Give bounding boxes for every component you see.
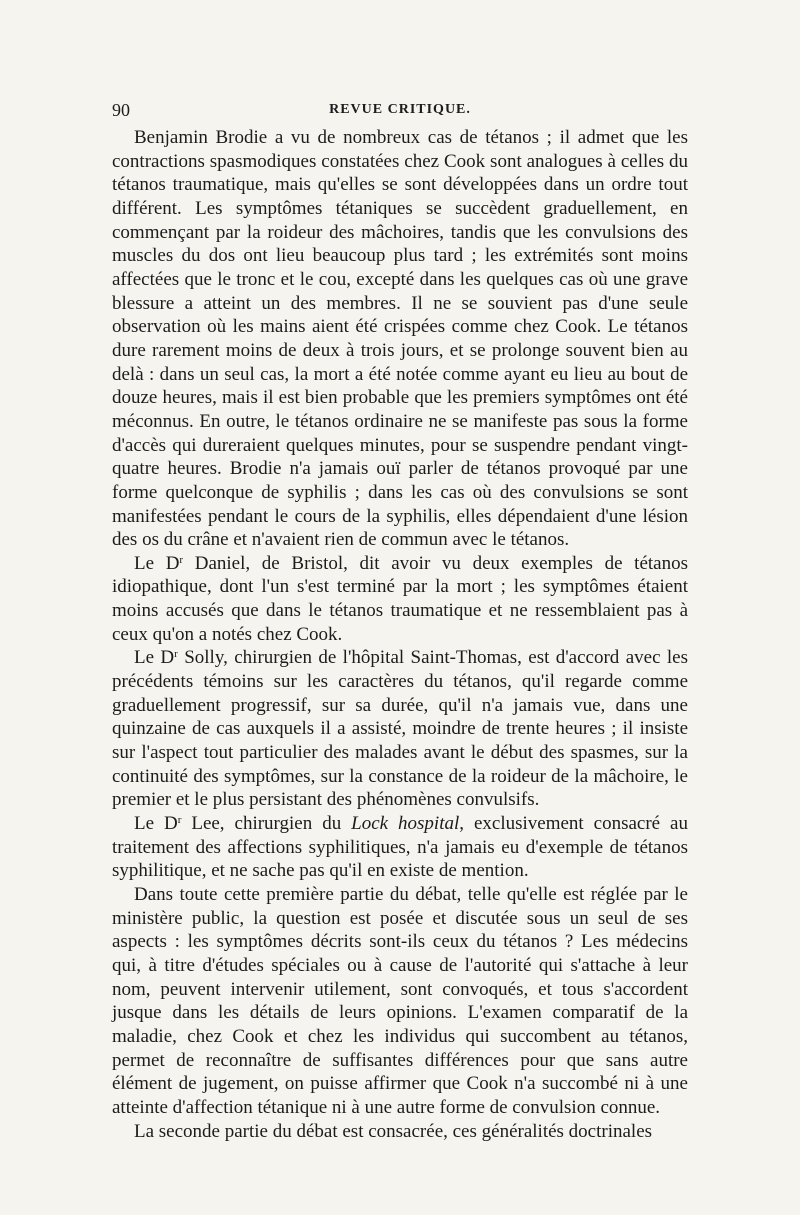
italic-term: Lock hospital bbox=[351, 813, 460, 835]
paragraph bbox=[112, 883, 688, 1120]
book-page bbox=[112, 96, 688, 1143]
paragraph bbox=[112, 552, 688, 647]
running-title: REVUE CRITIQUE. bbox=[329, 102, 471, 117]
paragraph-text: Lee, chirurgien du bbox=[181, 813, 352, 835]
paragraph-text: Dans toute cette première partie du débat, telle qu'elle est réglée par le ministère public, la question est posée et discutée sous un seul de ses aspects : les symptômes décrits sont-ils ceux du tétanos ? Les médecins qui, à titre d'études spéciales ou à cause de l'autorité qui s'attache à leur nom, peuvent intervenir utilement, sont convoqués, et tous s'accordent jusque dans les détails de leurs opinions. L'examen comparatif de la maladie, chez Cook et chez les individus qui succombent au tétanos, permet de reconnaître de suffisantes différences pour que sans autre élément de jugement, on puisse affirmer que Cook n'a succombé ni à une atteinte d'affection tétanique ni à une autre forme de convulsion connue. bbox=[112, 884, 688, 1118]
paragraph bbox=[112, 646, 688, 812]
paragraph-lead: Le D bbox=[134, 647, 175, 669]
body-text bbox=[112, 126, 688, 1143]
paragraph bbox=[112, 812, 688, 883]
paragraph-text: Daniel, de Bristol, dit avoir vu deux exemples de tétanos idiopathique, dont l'un s'est terminé par la mort ; les symptômes étaient moins accusés que dans le tétanos traumatique et ne ressemblaient pas à ceux qu'on a notés chez Cook. bbox=[112, 552, 688, 645]
paragraph-text: Solly, chirurgien de l'hôpital Saint-Thomas, est d'accord avec les précédents témoins sur les caractères du tétanos, qu'il regarde comme graduellement progressif, sur sa durée, qu'il n'a jamais vue, dans une quinzaine de cas auxquels il a assisté, moindre de trente heures ; il insiste sur l'aspect tout particulier des malades avant le début des spasmes, sur la continuité des symptômes, sur la constance de la roideur de la mâchoire, le premier et le plus persistant des phénomènes convulsifs. bbox=[112, 647, 688, 811]
paragraph-lead: Le D bbox=[134, 813, 178, 835]
paragraph bbox=[112, 126, 688, 552]
superscript: r bbox=[177, 814, 182, 827]
paragraph-text: Benjamin Brodie a vu de nombreux cas de tétanos ; il admet que les contractions spasmodiques constatées chez Cook sont analogues à celles du tétanos traumatique, mais qu'elles se sont développées dans un ordre tout différent. Les symptômes tétaniques se succèdent graduellement, en commençant par la roideur des mâchoires, tandis que les convulsions des muscles du dos ont lieu beaucoup plus tard ; les extrémités sont moins affectées que le tronc et le cou, excepté dans les quelques cas où une grave blessure a atteint un des membres. Il ne se souvient pas d'une seule observation où les mains aient été crispées comme chez Cook. Le tétanos dure rarement moins de deux à trois jours, et se prolonge souvent bien au delà : dans un seul cas, la mort a été notée comme ayant eu lieu au bout de douze heures, mais il est bien probable que les premiers symptômes ont été méconnus. En outre, le tétanos ordinaire ne se manifeste pas sous la forme d'accès qui dureraient quelques minutes, pour se suspendre pendant vingt-quatre heures. Brodie n'a jamais ouï parler de tétanos provoqué par une forme quelconque de syphilis ; dans les cas où des convulsions se sont manifestées pendant le cours de la syphilis, elles dépendaient d'une lésion des os du crâne et n'avaient rien de commun avec le tétanos. bbox=[112, 127, 688, 551]
paragraph-text: La seconde partie du débat est consacrée, ces généralités doctrinales bbox=[134, 1120, 653, 1142]
page-number: 90 bbox=[112, 100, 130, 120]
page-header bbox=[112, 96, 688, 126]
paragraph-text: , exclusivement consacré au traitement des affections syphilitiques, n'a jamais eu d'exemple de tétanos syphilitique, et ne sache pas qu'il en existe de mention. bbox=[112, 813, 688, 882]
paragraph-lead: Le D bbox=[134, 552, 180, 574]
paragraph bbox=[112, 1120, 688, 1144]
superscript: r bbox=[179, 553, 184, 566]
superscript: r bbox=[174, 648, 178, 661]
